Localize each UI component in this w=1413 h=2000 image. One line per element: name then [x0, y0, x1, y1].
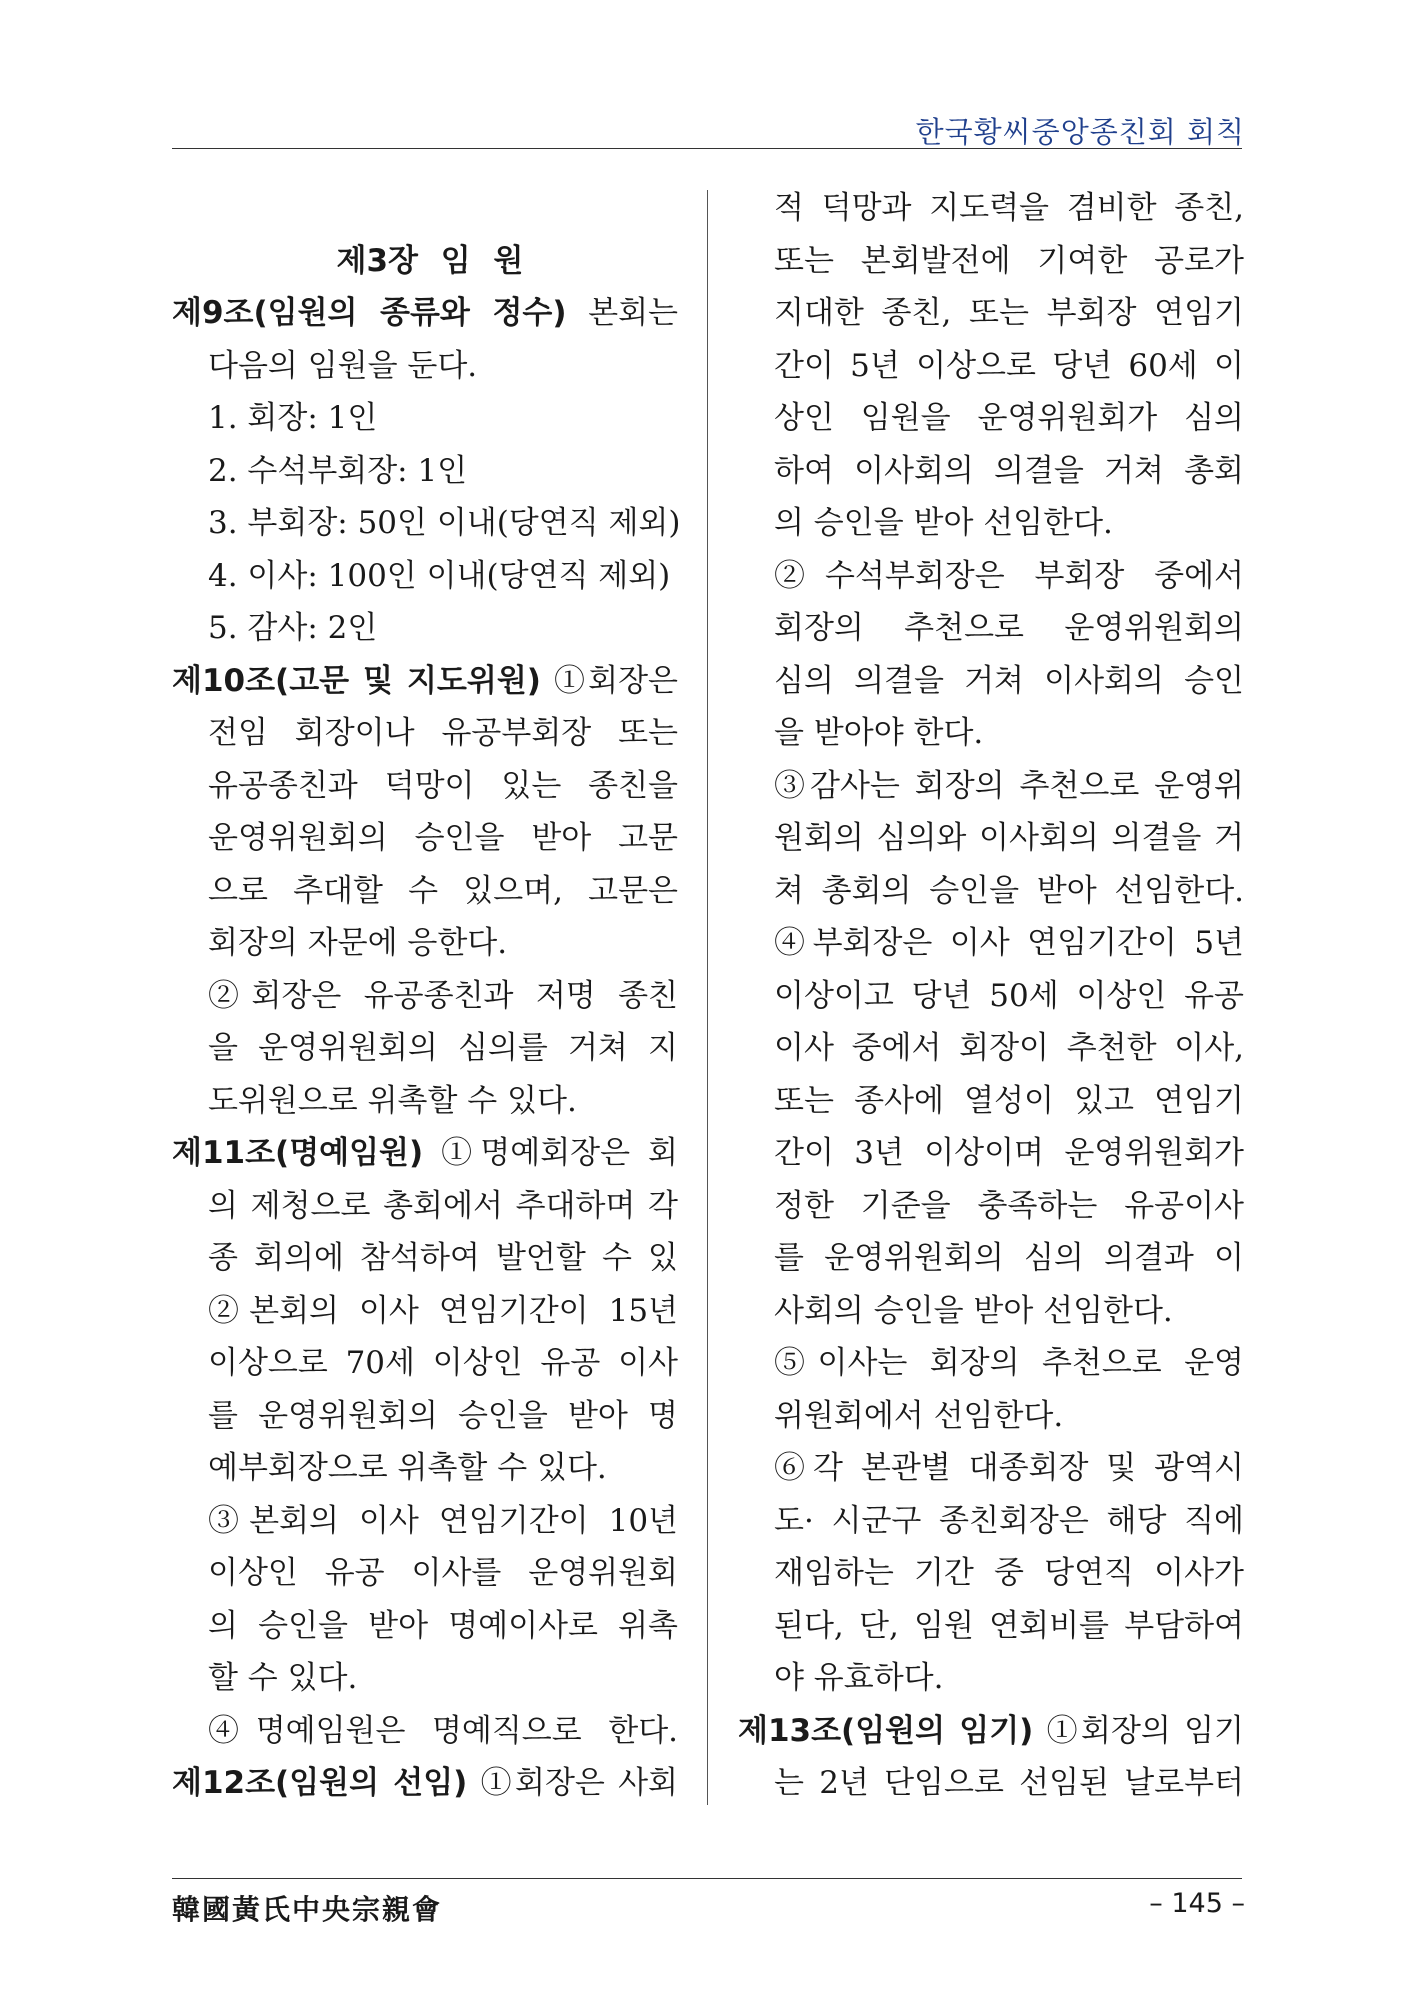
line-text: 간이 3년 이상이며 운영위원회가: [774, 1135, 1244, 1171]
right-column: [738, 182, 1244, 1810]
line-text: 된다, 단, 임원 연회비를 부담하여: [774, 1607, 1244, 1644]
column-divider: [707, 190, 708, 1805]
text-line: [738, 182, 1244, 235]
line-text: 유공종친과 덕망이 있는 종친을: [208, 767, 678, 804]
text-line: [738, 655, 1244, 708]
text-line: [172, 1495, 678, 1548]
page-number: – 145 –: [1149, 1888, 1245, 1919]
line-text: 2. 수석부회장: 1인: [208, 452, 468, 489]
article-heading: 제11조(명예임원): [172, 1135, 424, 1171]
text-line: [738, 602, 1244, 655]
text-line: [172, 1337, 678, 1390]
text-line: [738, 340, 1244, 393]
text-line: [172, 445, 678, 498]
text-line: [738, 1600, 1244, 1653]
line-text: 쳐 총회의 승인을 받아 선임한다.: [774, 872, 1244, 909]
text-line: [738, 1285, 1244, 1338]
line-text: ①명예회장은 회: [441, 1135, 678, 1171]
text-line: [738, 1075, 1244, 1128]
text-line: [172, 340, 678, 393]
line-text: 종 회의에 참석하여 발언할 수 있: [208, 1240, 678, 1276]
line-text: 을 받아야 한다.: [774, 715, 984, 751]
article-line: [172, 655, 678, 708]
article-line: [738, 1705, 1244, 1758]
line-text: 상인 임원을 운영위원회가 심의: [774, 400, 1244, 436]
text-line: [172, 1285, 678, 1338]
line-text: 하여 이사회의 의결을 거쳐 총회: [774, 452, 1244, 489]
line-text: 는 2년 단임으로 선임된 날로부터: [774, 1765, 1244, 1801]
text-line: [172, 1390, 678, 1443]
text-line: [172, 970, 678, 1023]
line-text: 도위원으로 위촉할 수 있다.: [208, 1082, 577, 1119]
article-heading: 제9조(임원의 종류와 정수): [172, 295, 567, 331]
line-text: 운영위원회의 승인을 받아 고문: [208, 820, 678, 856]
text-line: [738, 1495, 1244, 1548]
text-line: [738, 812, 1244, 865]
text-line: [172, 707, 678, 760]
line-text: 5. 감사: 2인: [208, 610, 378, 646]
line-text: 의 승인을 받아 선임한다.: [774, 505, 1113, 541]
text-line: [738, 550, 1244, 603]
text-line: [738, 287, 1244, 340]
line-text: 예부회장으로 위촉할 수 있다.: [208, 1450, 607, 1486]
header-title: 한국황씨중앙종친회 회칙: [915, 115, 1245, 149]
line-text: 간이 5년 이상으로 당년 60세 이: [774, 347, 1244, 384]
line-text: 이사 중에서 회장이 추천한 이사,: [774, 1030, 1244, 1066]
text-line: [172, 550, 678, 603]
line-text: 사회의 승인을 받아 선임한다.: [774, 1292, 1173, 1329]
text-line: [738, 1180, 1244, 1233]
article-line: [172, 1757, 678, 1810]
line-text: 를 운영위원회의 승인을 받아 명: [208, 1397, 678, 1434]
text-line: [172, 1022, 678, 1075]
text-line: [172, 392, 678, 445]
line-text: 또는 본회발전에 기여한 공로가: [774, 242, 1244, 279]
text-line: [738, 707, 1244, 760]
line-text: 제3장 임 원: [336, 242, 524, 279]
text-line: [738, 1547, 1244, 1600]
line-text: ①회장의 임기: [1033, 1712, 1244, 1749]
text-line: [172, 1547, 678, 1600]
line-text: ③본회의 이사 연임기간이 10년: [208, 1502, 678, 1539]
line-text: ①회장은: [540, 662, 678, 699]
footer-organization: 韓國黃氏中央宗親會: [172, 1893, 443, 1926]
line-text: 을 운영위원회의 심의를 거쳐 지: [208, 1030, 678, 1066]
line-text: 또는 종사에 열성이 있고 연임기: [774, 1082, 1244, 1119]
text-line: [172, 812, 678, 865]
line-text: 4. 이사: 100인 이내(당연직 제외): [208, 557, 671, 594]
text-line: [738, 1442, 1244, 1495]
text-line: [738, 1232, 1244, 1285]
text-line: [738, 235, 1244, 288]
text-line: [172, 760, 678, 813]
text-line: [738, 1390, 1244, 1443]
text-line: [738, 497, 1244, 550]
line-text: ⑥각 본관별 대종회장 및 광역시: [774, 1450, 1244, 1486]
text-line: [172, 1705, 678, 1758]
text-line: [738, 1652, 1244, 1705]
line-text: 이상이고 당년 50세 이상인 유공: [774, 977, 1244, 1014]
chapter-heading: [172, 235, 678, 288]
line-text: ④명예임원은 명예직으로 한다.: [208, 1712, 678, 1749]
line-text: 3. 부회장: 50인 이내(당연직 제외): [208, 505, 681, 541]
line-text: 다음의 임원을 둔다.: [208, 347, 478, 384]
text-line: [738, 917, 1244, 970]
line-text: 으로 추대할 수 있으며, 고문은: [208, 872, 678, 909]
line-text: 이상으로 70세 이상인 유공 이사: [208, 1345, 678, 1381]
line-text: 이상인 유공 이사를 운영위원회: [208, 1555, 678, 1591]
line-text: 1. 회장: 1인: [208, 400, 378, 436]
article-heading: 제10조(고문 및 지도위원): [172, 662, 541, 699]
article-heading: 제13조(임원의 임기): [738, 1712, 1034, 1749]
text-line: [738, 865, 1244, 918]
line-text: 전임 회장이나 유공부회장 또는: [208, 715, 678, 751]
line-text: 본회는: [566, 295, 678, 331]
left-column: [172, 182, 681, 1810]
text-line: [172, 182, 678, 235]
text-line: [738, 445, 1244, 498]
text-line: [738, 970, 1244, 1023]
line-text: 원회의 심의와 이사회의 의결을 거: [774, 820, 1244, 856]
line-text: 지대한 종친, 또는 부회장 연임기: [774, 295, 1244, 331]
text-line: [738, 1022, 1244, 1075]
text-line: [738, 1127, 1244, 1180]
text-line: [172, 1075, 678, 1128]
article-heading: 제12조(임원의 선임): [172, 1765, 468, 1801]
line-text: 적 덕망과 지도력을 겸비한 종친,: [774, 190, 1244, 226]
line-text: ②회장은 유공종친과 저명 종친: [208, 977, 678, 1014]
line-text: ④부회장은 이사 연임기간이 5년: [774, 925, 1244, 961]
article-line: [172, 1127, 678, 1180]
text-line: [172, 602, 678, 655]
line-text: 위원회에서 선임한다.: [774, 1397, 1064, 1434]
text-line: [738, 392, 1244, 445]
line-text: 도· 시군구 종친회장은 해당 직에: [774, 1502, 1244, 1539]
article-line: [172, 287, 678, 340]
line-text: 의 승인을 받아 명예이사로 위촉: [208, 1607, 678, 1644]
header-rule: [172, 148, 1242, 149]
text-line: [172, 865, 678, 918]
line-text: 야 유효하다.: [774, 1660, 944, 1696]
text-line: [738, 1757, 1244, 1810]
line-text: 재임하는 기간 중 당연직 이사가: [774, 1555, 1244, 1591]
text-line: [172, 917, 678, 970]
line-text: 회장의 추천으로 운영위원회의: [774, 610, 1244, 646]
line-text: 를 운영위원회의 심의 의결과 이: [774, 1240, 1244, 1276]
text-line: [172, 497, 681, 550]
text-line: [172, 1652, 678, 1705]
line-text: ②본회의 이사 연임기간이 15년: [208, 1292, 678, 1329]
text-line: [172, 1600, 678, 1653]
text-line: [172, 1442, 678, 1495]
line-text: ①회장은 사회: [467, 1765, 678, 1801]
footer-rule: [172, 1878, 1242, 1879]
line-text: 의 제청으로 총회에서 추대하며 각: [208, 1187, 678, 1224]
line-text: 회장의 자문에 응한다.: [208, 925, 508, 961]
text-line: [738, 760, 1244, 813]
text-line: [172, 1232, 678, 1285]
text-line: [738, 1337, 1244, 1390]
line-text: 정한 기준을 충족하는 유공이사: [774, 1187, 1244, 1224]
line-text: ③감사는 회장의 추천으로 운영위: [774, 767, 1244, 804]
line-text: 심의 의결을 거쳐 이사회의 승인: [774, 662, 1244, 699]
line-text: ②수석부회장은 부회장 중에서: [774, 557, 1244, 594]
line-text: 할 수 있다.: [208, 1660, 358, 1696]
text-line: [172, 1180, 678, 1233]
line-text: ⑤이사는 회장의 추천으로 운영: [774, 1345, 1244, 1381]
